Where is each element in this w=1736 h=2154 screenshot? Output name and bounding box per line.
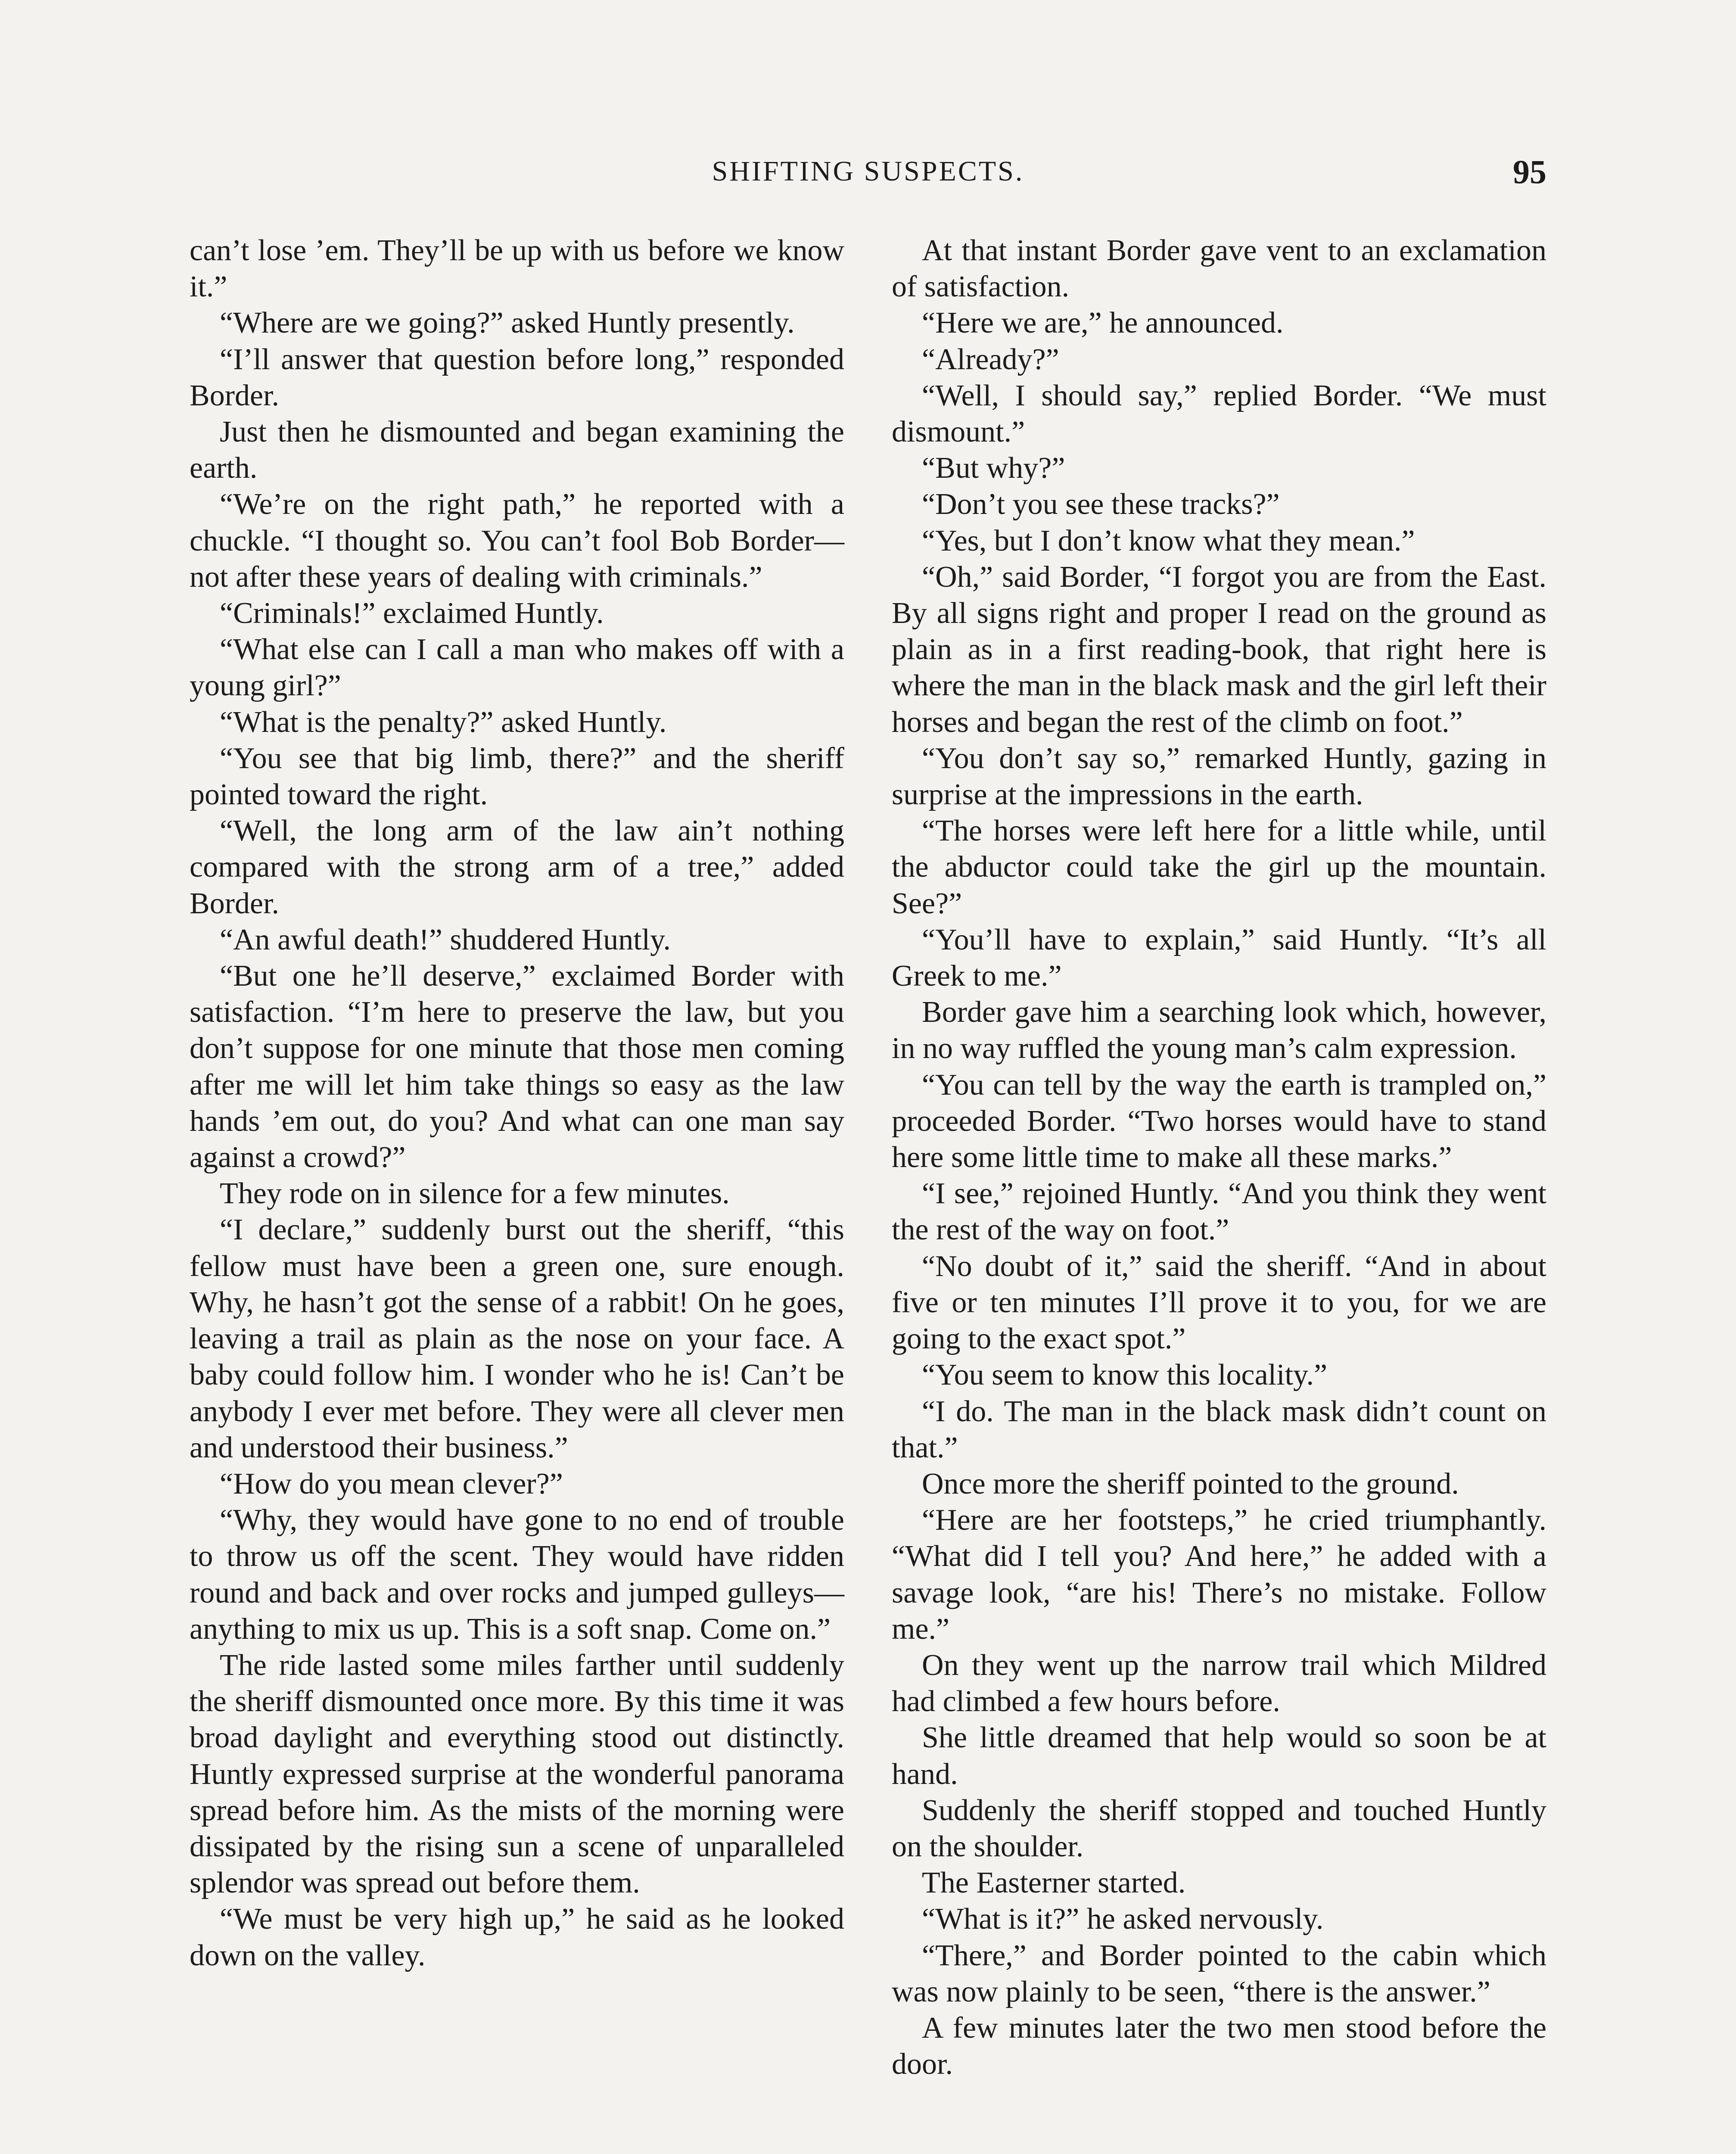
running-title: SHIFTING SUSPECTS. <box>712 156 1024 187</box>
page-number: 95 <box>1513 153 1546 190</box>
paragraph: They rode on in silence for a few minutes. <box>220 1177 730 1211</box>
paragraph: “What is it?” he asked nervously. <box>922 1902 1324 1936</box>
paragraph: “But why?” <box>922 451 1065 485</box>
paragraph: “There,” and Border pointed to the cabin which was now plainly to be seen, “there is the answer.” <box>892 1939 1546 2008</box>
paragraph: “Here we are,” he announced. <box>922 306 1284 340</box>
paragraph: “Where are we going?” asked Huntly presently. <box>220 306 795 340</box>
text-columns <box>190 233 1546 2154</box>
paragraph: Suddenly the sheriff stopped and touched Huntly on the shoulder. <box>892 1793 1546 1863</box>
page-header <box>190 155 1546 202</box>
paragraph: can’t lose ’em. They’ll be up with us before we know it.” <box>190 234 844 304</box>
paragraph: “Don’t you see these tracks?” <box>922 488 1280 521</box>
paragraph: “Criminals!” exclaimed Huntly. <box>220 597 604 630</box>
paragraph: “We’re on the right path,” he reported with a chuckle. “I thought so. You can’t fool Bob Border—not after these years of dealing with criminals.” <box>190 488 844 594</box>
paragraph: “What is the penalty?” asked Huntly. <box>220 705 667 739</box>
paragraph: “Here are her footsteps,” he cried triumphantly. “What did I tell you? And here,” he added with a savage look, “are his! There’s no mistake. Follow me.” <box>892 1503 1546 1646</box>
paragraph: “But one he’ll deserve,” exclaimed Border with satisfaction. “I’m here to preserve the law, but you don’t suppose for one minute that those men coming after me will let him take things so easy as the law hands ’em out, do you? And what can one man say against a crowd?” <box>190 959 844 1174</box>
paragraph: “No doubt of it,” said the sheriff. “And in about five or ten minutes I’ll prove it to you, for we are going to the exact spot.” <box>892 1249 1546 1356</box>
paragraph: She little dreamed that help would so soon be at hand. <box>892 1721 1546 1791</box>
paragraph: The ride lasted some miles farther until suddenly the sheriff dismounted once more. By this time it was broad daylight and everything stood out distinctly. Huntly expressed surprise at the wonderful panorama spread before him. As the mists of the morning were dissipated by the rising sun a scene of unparalleled splendor was spread out before them. <box>190 1648 844 1900</box>
paragraph: The Easterner started. <box>922 1866 1186 1900</box>
paragraph: “You see that big limb, there?” and the sheriff pointed toward the right. <box>190 741 844 812</box>
paragraph: “Why, they would have gone to no end of trouble to throw us off the scent. They would have ridden round and back and over rocks and jumped gulleys—anything to mix us up. This is a soft snap. Come on.” <box>190 1503 844 1646</box>
paragraph: Just then he dismounted and began examining the earth. <box>190 415 844 485</box>
paragraph: “What else can I call a man who makes off with a young girl?” <box>190 633 844 703</box>
paragraph: “Already?” <box>922 342 1059 376</box>
paragraph: “You can tell by the way the earth is trampled on,” proceeded Border. “Two horses would have to stand here some little time to make all these marks.” <box>892 1068 1546 1174</box>
paragraph: “How do you mean clever?” <box>220 1467 563 1500</box>
paragraph: “You seem to know this locality.” <box>922 1358 1328 1392</box>
paragraph: “Yes, but I don’t know what they mean.” <box>922 524 1415 557</box>
paragraph: A few minutes later the two men stood before the door. <box>892 2011 1546 2081</box>
paragraph: “I’ll answer that question before long,” responded Border. <box>190 342 844 412</box>
paragraph: “Well, I should say,” replied Border. “We must dismount.” <box>892 379 1546 449</box>
paragraph: Border gave him a searching look which, however, in no way ruffled the young man’s calm expression. <box>892 996 1546 1065</box>
paragraph: At that instant Border gave vent to an exclamation of satisfaction. <box>892 234 1546 304</box>
paragraph: “Well, the long arm of the law ain’t nothing compared with the strong arm of a tree,” added Border. <box>190 814 844 920</box>
paragraph: “You’ll have to explain,” said Huntly. “It’s all Greek to me.” <box>892 923 1546 993</box>
paragraph: On they went up the narrow trail which Mildred had climbed a few hours before. <box>892 1648 1546 1718</box>
left-column <box>190 233 844 2154</box>
paragraph: “We must be very high up,” he said as he looked down on the valley. <box>190 1902 844 1972</box>
paragraph: Once more the sheriff pointed to the ground. <box>922 1467 1459 1500</box>
paragraph: “The horses were left here for a little while, until the abductor could take the girl up the mountain. See?” <box>892 814 1546 920</box>
paragraph: “I see,” rejoined Huntly. “And you think they went the rest of the way on foot.” <box>892 1177 1546 1247</box>
right-column <box>892 233 1546 2154</box>
paragraph: “Oh,” said Border, “I forgot you are from the East. By all signs right and proper I read on the ground as plain as in a first reading-book, that right here is where the man in the black mask and the girl left their horses and began the rest of the climb on foot.” <box>892 560 1546 739</box>
paragraph: “You don’t say so,” remarked Huntly, gazing in surprise at the impressions in the earth. <box>892 741 1546 812</box>
paragraph: “I do. The man in the black mask didn’t count on that.” <box>892 1394 1546 1464</box>
paragraph: “An awful death!” shuddered Huntly. <box>220 923 671 956</box>
paragraph: “I declare,” suddenly burst out the sheriff, “this fellow must have been a green one, sure enough. Why, he hasn’t got the sense of a rabbit! On he goes, leaving a trail as plain as the nose on your face. A baby could follow him. I wonder who he is! Can’t be anybody I ever met before. They were all clever men and understood their business.” <box>190 1213 844 1464</box>
